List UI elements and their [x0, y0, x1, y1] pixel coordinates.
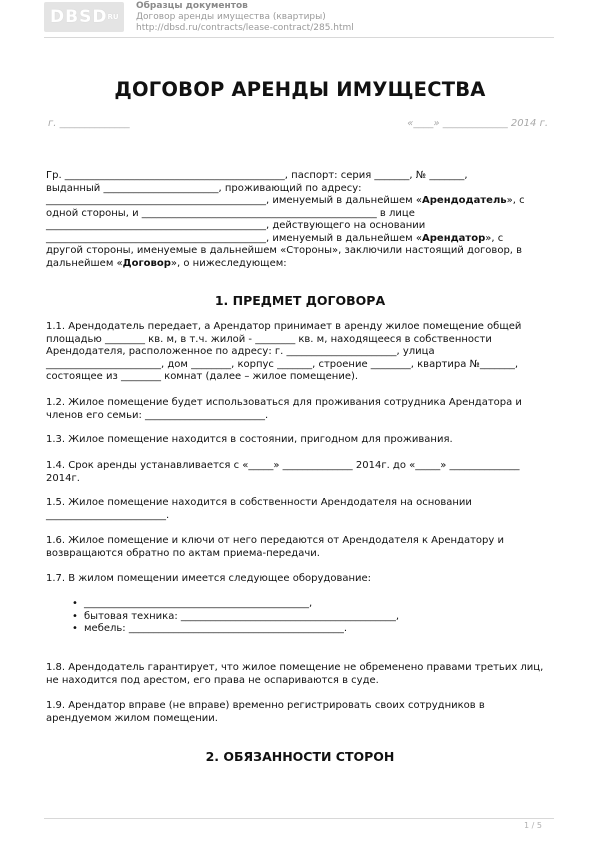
- clause-1-7: 1.7. В жилом помещении имеется следующее оборудование:: [46, 573, 372, 584]
- city-field: г. ______________: [48, 118, 130, 129]
- preamble-line: другой стороны, именуемые в дальнейшем «Стороны», заключили настоящий договор, в: [46, 245, 523, 256]
- site-title: Образцы документов: [136, 1, 248, 11]
- preamble: [46, 170, 556, 270]
- clause-1-8: 1.8. Арендодатель гарантирует, что жилое помещение не обременено правами третьих лиц, не находится под арестом, его права не оспариваются в суде.: [46, 662, 544, 686]
- preamble-line: ____________________________________________, действующего на основании: [46, 220, 426, 231]
- list-item: • бытовая техника: ___________________________________________,: [72, 611, 552, 624]
- section-1-title: 1. ПРЕДМЕТ ДОГОВОРА: [214, 293, 386, 308]
- header-info: [136, 1, 354, 34]
- preamble-line: ____________________________________________, именуемый в дальнейшем «Арендатор», с: [46, 232, 504, 244]
- section-2-title: 2. ОБЯЗАННОСТИ СТОРОН: [205, 749, 395, 764]
- clause-1-2: 1.2. Жилое помещение будет использоваться для проживания сотрудника Арендатора и членов его семьи: ________________________.: [46, 397, 522, 421]
- header-url[interactable]: http://dbsd.ru/contracts/lease-contract/285.html: [136, 23, 354, 33]
- site-logo[interactable]: $DBSD^{RU}$: [44, 2, 124, 32]
- preamble-line: Гр. ____________________________________________, паспорт: серия _______, № _______,: [46, 170, 468, 181]
- list-item: • мебель: ___________________________________________.: [72, 623, 552, 636]
- preamble-line: выданный _______________________, проживающий по адресу:: [46, 182, 362, 194]
- clause-1-1: 1.1. Арендодатель передает, а Арендатор принимает в аренду жилое помещение общей площадью ________ кв. м, в т.ч. жилой - ________ кв. м, находящееся в собственности Арендодателя, расположенное по адресу: г. ______________________, улица _______________________, дом ________, корпус _______, строение ________, квартира №_______, состоящее из ________ комнат (далее – жилое помещение).: [46, 321, 522, 382]
- clause-1-3: 1.3. Жилое помещение находится в состоянии, пригодном для проживания.: [46, 434, 453, 445]
- clause-1-4: 1.4. Срок аренды устанавливается с «_____» ______________ 2014г. до «_____» ______________ 2014г.: [46, 460, 520, 484]
- list-item: • _____________________________________________,: [72, 598, 552, 611]
- footer-divider: [44, 818, 554, 819]
- landlord-term: Арендодатель: [422, 195, 507, 206]
- clause-1-6: 1.6. Жилое помещение и ключи от него передаются от Арендодателя к Арендатору и возвращаются обратно по актам приема-передачи.: [46, 535, 504, 559]
- header-divider: [44, 37, 554, 38]
- equipment-list: [72, 598, 552, 636]
- preamble-line: дальнейшем «Договор», о нижеследующем:: [46, 257, 287, 269]
- preamble-line: ____________________________________________, именуемый в дальнейшем «Арендодатель», с: [46, 195, 525, 206]
- clause-1-5: 1.5. Жилое помещение находится в собственности Арендодателя на основании ________________________.: [46, 497, 472, 521]
- page-header: [0, 0, 600, 36]
- page-number: 1 / 5: [524, 821, 542, 830]
- date-field: «____» _____________ 2014 г.: [407, 118, 548, 129]
- tenant-term: Арендатор: [422, 232, 486, 244]
- clause-1-9: 1.9. Арендатор вправе (не вправе) временно регистрировать своих сотрудников в арендуемом жилом помещении.: [46, 700, 485, 724]
- contract-term: Договор: [122, 257, 171, 269]
- document-title: ДОГОВОР АРЕНДЫ ИМУЩЕСТВА: [114, 78, 486, 101]
- preamble-line: одной стороны, и _______________________________________________ в лице: [46, 207, 415, 219]
- header-doc-name: Договор аренды имущества (квартиры): [136, 12, 326, 22]
